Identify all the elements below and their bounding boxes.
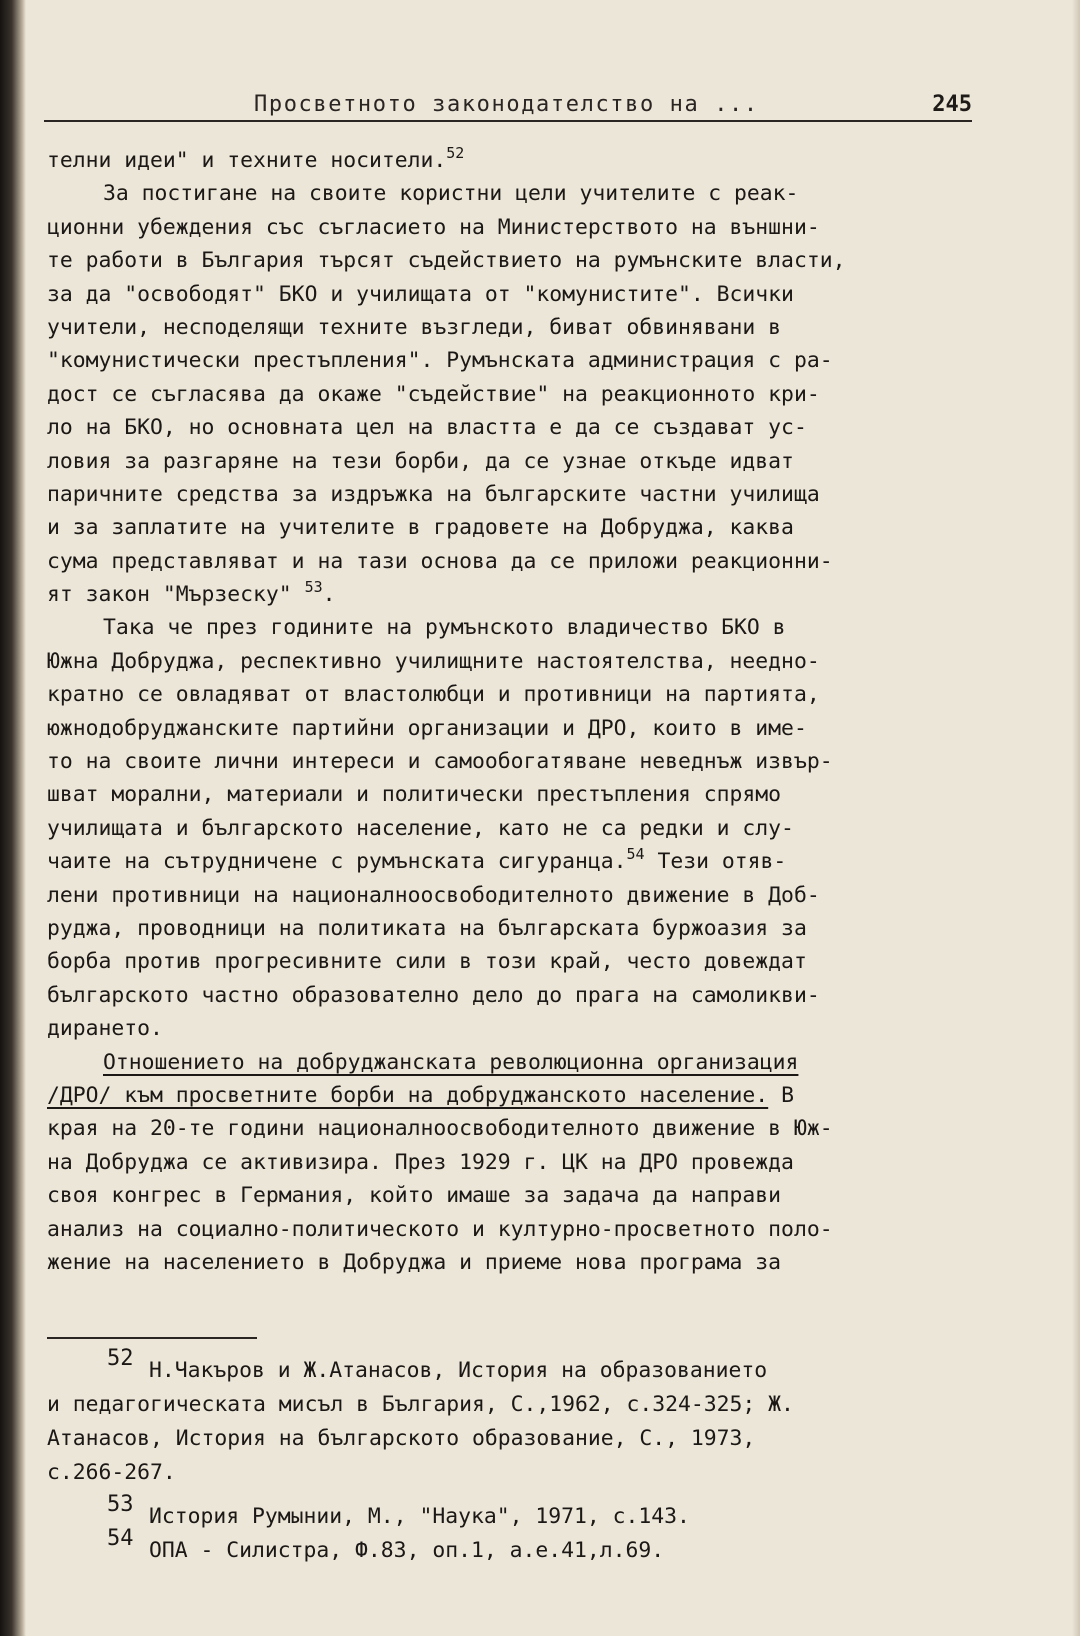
- page-edge: [1072, 0, 1080, 1636]
- text-line: лени противници на националноосвободителното движение в Доб-: [47, 882, 820, 908]
- text-line: дирането.: [47, 1016, 163, 1042]
- text-line: то на своите лични интереси и самообогатяване неведнъж извър-: [47, 749, 833, 775]
- text-line: южнодобруджанските партийни организации и ДРО, които в име-: [47, 715, 807, 741]
- text-line: Южна Добруджа, респективно училищните настоятелства, неедно-: [47, 648, 820, 674]
- text-line: "комунистически престъпления". Румънската администрация с ра-: [47, 348, 833, 374]
- text-line: ят закон "Мързеску" $^{53}$.: [47, 578, 336, 608]
- footnote-52-line: с.266-267.: [47, 1460, 176, 1485]
- text-line: шват морални, материали и политически престъпления спрямо: [47, 782, 782, 808]
- text-line: края на 20-те години националноосвободителното движение в Юж-: [47, 1116, 833, 1142]
- footnote-ref-52[interactable]: 52: [446, 144, 465, 162]
- footnote-52: 52 Н.Чакъров и Ж.Атанасов, История на образованието: [107, 1346, 768, 1383]
- text-line: ловия за разгаряне на тези борби, да се узнае откъде идват: [47, 448, 794, 474]
- text-line: за да "освободят" БКО и училищата от "комунистите". Всички: [47, 281, 794, 307]
- text-line: те работи в България търсят съдействието на румънските власти,: [47, 248, 846, 274]
- text-line: дост се съгласява да окаже "съдействие" на реакционното кри-: [47, 381, 820, 407]
- text-line: руджа, проводници на политиката на българската буржоазия за: [47, 915, 807, 941]
- footnote-53: 53 История Румынии, М., "Наука", 1971, с.143.: [107, 1492, 690, 1529]
- running-title: Просветното законодателство на ...: [254, 92, 759, 117]
- text-line: своя конгрес в Германия, който имаше за задача да направи: [47, 1183, 782, 1209]
- section-heading-cont: /ДРО/ към просветните борби на добруджанското население.: [47, 1082, 769, 1108]
- section-heading-line: /ДРО/ към просветните борби на добруджанското население. В: [47, 1082, 794, 1108]
- text-line: сума представляват и на тази основа да се приложи реакционни-: [47, 548, 833, 574]
- text-line: на Добруджа се активизира. През 1929 г. ЦК на ДРО провежда: [47, 1149, 794, 1175]
- footnotes: [47, 1346, 992, 1568]
- section-heading: Отношението на добруджанската революционна организация: [103, 1049, 799, 1075]
- footnote-52-line: Атанасов, История на българското образование, С., 1973,: [47, 1426, 756, 1451]
- section-heading-line: [47, 1046, 992, 1079]
- text-line: чаите на сътрудничене с румънската сигуранца.$^{54}$ Тези отяв-: [47, 845, 787, 875]
- header-rule: [44, 120, 972, 122]
- footnote-52-line: и педагогическата мисъл в България, С.,1962, с.324-325; Ж.: [47, 1392, 794, 1417]
- text-line: българското частно образователно дело до прага на самоликви-: [47, 982, 820, 1008]
- text-line: анализ на социално-политическото и културно-просветното поло-: [47, 1216, 833, 1242]
- text-line: учители, несподелящи техните възгледи, биват обвинявани в: [47, 314, 782, 340]
- page-number: 245: [932, 92, 972, 117]
- text-line: телни идеи" и техните носители.$^{52}$: [47, 144, 465, 173]
- text-line: паричните средства за издръжка на българските частни училища: [47, 481, 820, 507]
- text-line: кратно се овладяват от властолюбци и противници на партията,: [47, 682, 820, 708]
- text-line: училищата и българското население, като не са редки и слу-: [47, 815, 794, 841]
- binding-shadow: [0, 0, 26, 1636]
- text-line: ционни убеждения със съгласието на Министерството на външни-: [47, 214, 820, 240]
- footnote-ref-53[interactable]: 53: [304, 578, 323, 597]
- footnote-54: 54 ОПА - Силистра, Ф.83, оп.1, а.е.41,л.69.: [107, 1526, 665, 1563]
- text-line: борба против прогресивните сили в този край, често довеждат: [47, 949, 807, 975]
- text-line: жение на населението в Добруджа и приеме нова програма за: [47, 1249, 782, 1275]
- footnote-ref-54[interactable]: 54: [626, 845, 645, 864]
- text-line: За постигане на своите користни цели учителите с реак-: [103, 181, 799, 207]
- text-line: ло на БКО, но основната цел на властта е да се създават ус-: [47, 415, 807, 441]
- text-line: Така че през годините на румънското владичество БКО в: [103, 615, 786, 641]
- footnote-rule: [47, 1337, 257, 1339]
- body-text: [47, 144, 992, 1279]
- text-line: и за заплатите на учителите в градовете на Добруджа, каква: [47, 515, 794, 541]
